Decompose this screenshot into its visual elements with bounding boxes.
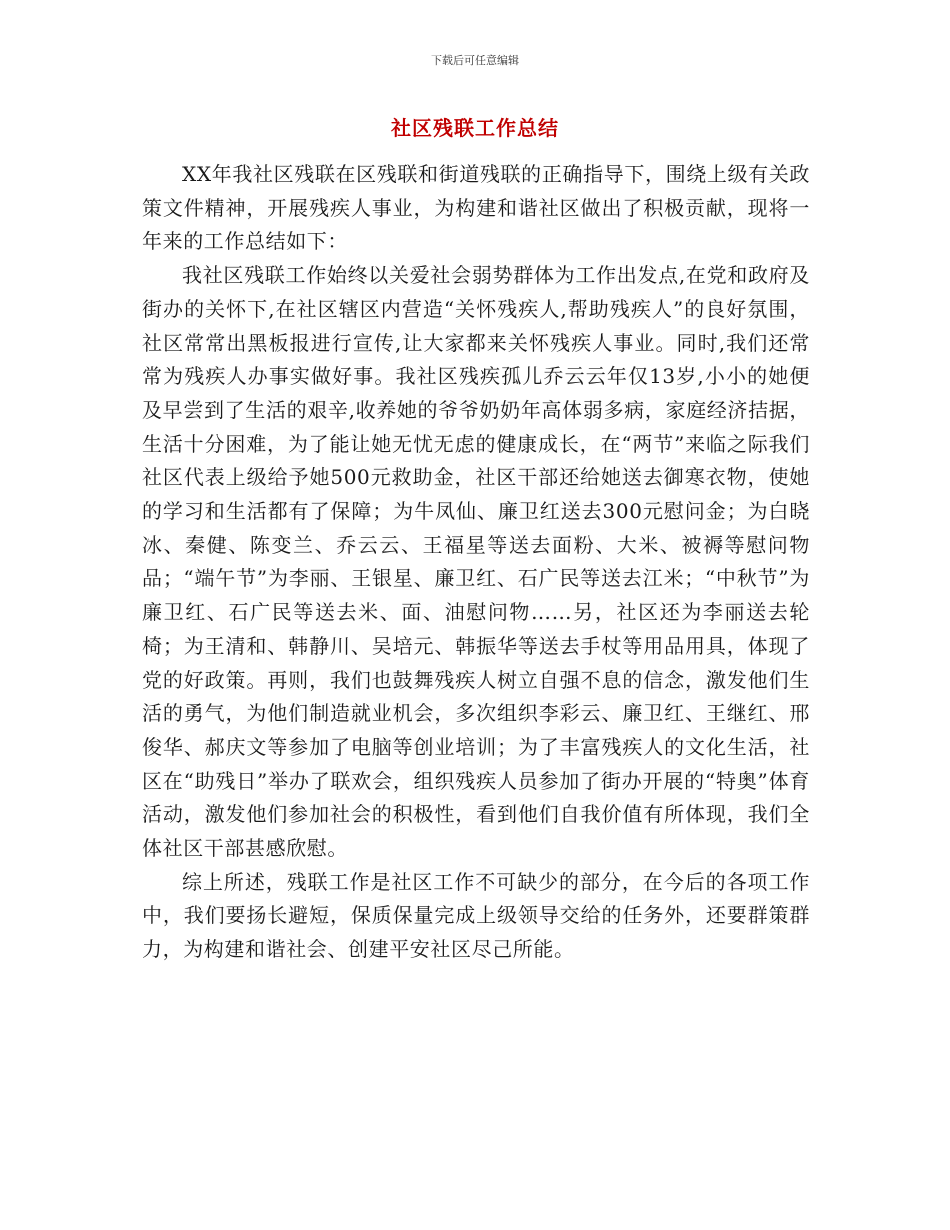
document-title: 社区残联工作总结	[391, 116, 559, 140]
paragraph-main: 我社区残联工作始终以关爱社会弱势群体为工作出发点,在党和政府及街办的关怀下,在社区辖区内营造“关怀残疾人,帮助残疾人”的良好氛围，社区常常出黑板报进行宣传,让大家都来关怀残疾人事业。同时,我们还常常为残疾人办事实做好事。我社区残疾孤儿乔云云年仅13岁,小小的她便及早尝到了生活的艰辛,收养她的爷爷奶奶年高体弱多病，家庭经济拮据，生活十分困难，为了能让她无忧无虑的健康成长，在“两节”来临之际我们社区代表上级给予她500元救助金，社区干部还给她送去御寒衣物，使她的学习和生活都有了保障；为牛凤仙、廉卫红送去300元慰问金；为白晓冰、秦健、陈变兰、乔云云、王福星等送去面粉、大米、被褥等慰问物品；“端午节”为李丽、王银星、廉卫红、石广民等送去江米；“中秋节”为廉卫红、石广民等送去米、面、油慰问物……另，社区还为李丽送去轮椅；为王清和、韩静川、吴培元、韩振华等送去手杖等用品用具，体现了党的好政策。再则，我们也鼓舞残疾人树立自强不息的信念，激发他们生活的勇气，为他们制造就业机会，多次组织李彩云、廉卫红、王继红、邢俊华、郝庆文等参加了电脑等创业培训；为了丰富残疾人的文化生活，社区在“助残日”举办了联欢会，组织残疾人员参加了街办开展的“特奥”体育活动，激发他们参加社会的积极性，看到他们自我价值有所体现，我们全体社区干部甚感欣慰。	[142, 263, 810, 861]
paragraph-intro: XX年我社区残联在区残联和街道残联的正确指导下，围绕上级有关政策文件精神，开展残疾人事业，为构建和谐社区做出了积极贡献，现将一年来的工作总结如下：	[142, 162, 810, 254]
header-note: 下载后可任意编辑	[431, 54, 519, 67]
paragraph-conclusion: 综上所述，残联工作是社区工作不可缺少的部分，在今后的各项工作中，我们要扬长避短，保质保量完成上级领导交给的任务外，还要群策群力，为构建和谐社会、创建平安社区尽己所能。	[142, 869, 810, 962]
document-body	[142, 158, 810, 967]
